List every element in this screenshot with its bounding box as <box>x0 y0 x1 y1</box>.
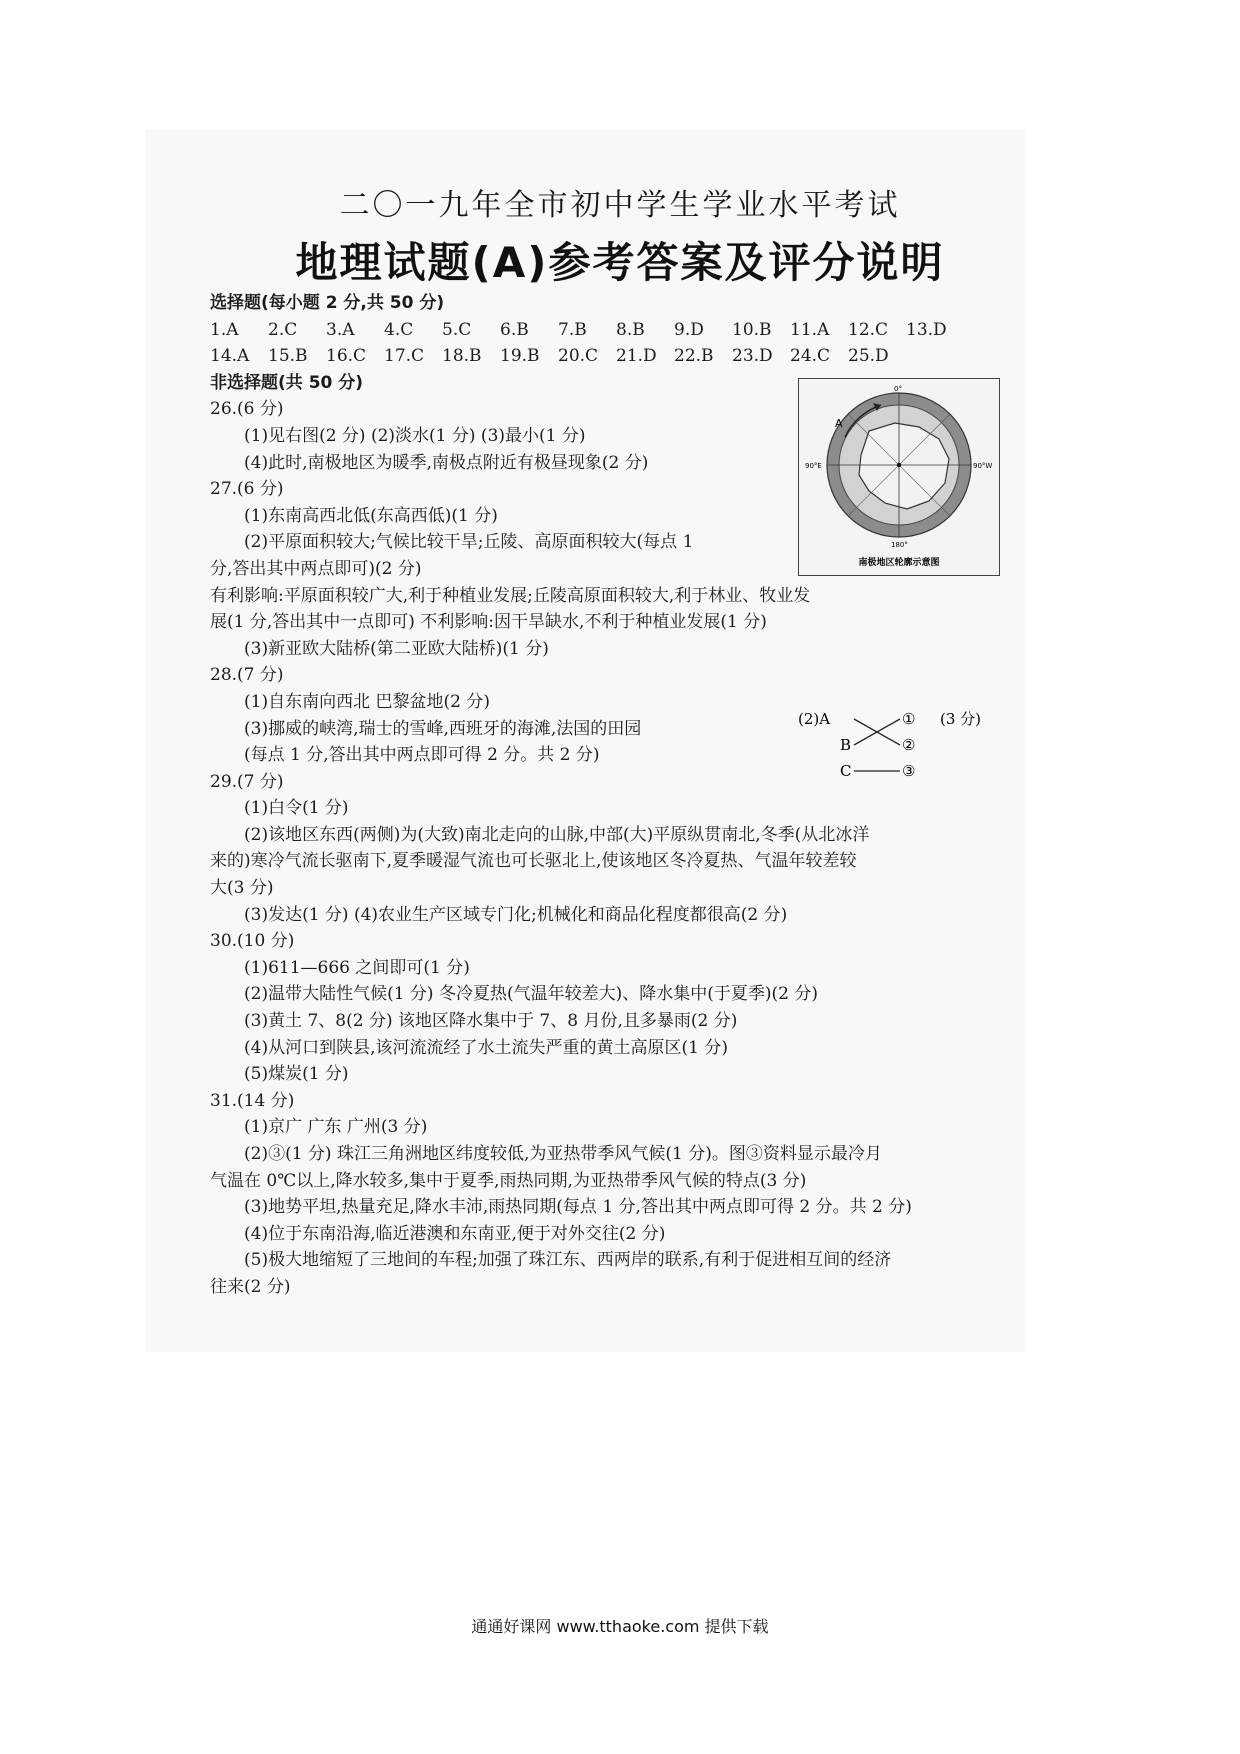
answer-line: 往来(2 分) <box>210 1276 291 1297</box>
answer-line: (4)从河口到陕县,该河流流经了水土流失严重的黄土高原区(1 分) <box>244 1037 728 1058</box>
antarctica-map-figure <box>798 378 1000 576</box>
mc-answer: 24.C <box>790 346 831 367</box>
figure-caption: 南极地区轮廓示意图 <box>858 558 940 568</box>
answer-line: 30.(10 分) <box>210 931 295 952</box>
answer-line: (1)白令(1 分) <box>244 798 349 819</box>
answer-line: (每点 1 分,答出其中两点即可得 2 分。共 2 分) <box>244 745 600 766</box>
lon-right-label: 90°W <box>973 462 993 470</box>
answer-line: (2)温带大陆性气候(1 分) 冬冷夏热(气温年较差大)、降水集中(于夏季)(2 分) <box>244 984 818 1005</box>
answer-line: 29.(7 分) <box>210 771 284 792</box>
antarctica-map <box>799 379 999 575</box>
lon-top-label: 0° <box>894 385 902 393</box>
matching-label: (2)A <box>798 710 831 728</box>
mc-answer: 3.A <box>326 319 355 340</box>
mc-row-2 <box>210 343 1025 370</box>
answer-line: 展(1 分,答出其中一点即可) 不利影响:因干旱缺水,不利于种植业发展(1 分) <box>210 612 767 633</box>
mc-answer: 10.B <box>732 319 772 340</box>
mc-answer: 12.C <box>848 319 889 340</box>
answer-line: 28.(7 分) <box>210 665 284 686</box>
mc-answer: 14.A <box>210 346 250 367</box>
mc-header: 选择题(每小题 2 分,共 50 分) <box>210 293 445 313</box>
answer-line: (3)新亚欧大陆桥(第二亚欧大陆桥)(1 分) <box>244 638 549 659</box>
mc-row-1 <box>210 317 1025 344</box>
mc-answer: 7.B <box>558 319 587 340</box>
mc-answer: 22.B <box>674 346 714 367</box>
matching-right-1: ① <box>902 710 916 728</box>
answer-line: (2)③(1 分) 珠江三角洲地区纬度较低,为亚热带季风气候(1 分)。图③资料显示最冷月 <box>244 1144 882 1164</box>
answer-line: 有利影响:平原面积较广大,利于种植业发展;丘陵高原面积较大,利于林业、牧业发 <box>210 585 811 606</box>
matching-right-2: ② <box>902 736 916 754</box>
mc-answer: 8.B <box>616 319 645 340</box>
mc-answer: 5.C <box>442 319 472 340</box>
mc-answer: 6.B <box>500 319 529 340</box>
mc-answer: 16.C <box>326 346 367 367</box>
lon-bottom-label: 180° <box>891 541 908 549</box>
mc-answer: 25.D <box>848 346 889 367</box>
mc-answer: 11.A <box>790 319 830 340</box>
answer-line: (4)此时,南极地区为暖季,南极点附近有极昼现象(2 分) <box>244 452 649 473</box>
arrow-label: A <box>835 417 843 430</box>
matching-diagram <box>798 700 998 790</box>
matching-score: (3 分) <box>940 710 982 728</box>
mc-answer: 19.B <box>500 346 540 367</box>
mc-answer: 9.D <box>674 319 704 340</box>
answer-line: (3)挪威的峡湾,瑞士的雪峰,西班牙的海滩,法国的田园 <box>244 718 642 739</box>
nonmc-header: 非选择题(共 50 分) <box>210 372 364 393</box>
document-title-line1: 二〇一九年全市初中学生学业水平考试 <box>339 188 901 223</box>
answer-line: (1)京广 广东 广州(3 分) <box>244 1117 428 1138</box>
mc-answer: 1.A <box>210 319 239 340</box>
answer-line: 27.(6 分) <box>210 479 284 500</box>
answer-line: 分,答出其中两点即可)(2 分) <box>210 558 422 579</box>
mc-answer: 20.C <box>558 346 599 367</box>
answer-line: (1)自东南向西北 巴黎盆地(2 分) <box>244 691 490 712</box>
answer-line: (4)位于东南沿海,临近港澳和东南亚,便于对外交往(2 分) <box>244 1223 666 1244</box>
mc-answer: 13.D <box>906 319 947 340</box>
answer-line: (1)见右图(2 分) (2)淡水(1 分) (3)最小(1 分) <box>244 425 586 446</box>
answer-line: (1)611—666 之间即可(1 分) <box>244 957 470 978</box>
south-pole-point <box>897 463 901 467</box>
answer-line: 气温在 0℃以上,降水较多,集中于夏季,雨热同期,为亚热带季风气候的特点(3 分) <box>210 1170 807 1191</box>
answer-line: 来的)寒冷气流长驱南下,夏季暖湿气流也可长驱北上,使该地区冬冷夏热、气温年较差较 <box>210 851 857 872</box>
matching-svg <box>798 700 998 790</box>
matching-left-c: C <box>840 762 852 780</box>
matching-right-3: ③ <box>902 762 916 780</box>
document-title-line2: 地理试题(A)参考答案及评分说明 <box>295 238 945 287</box>
answer-line: 31.(14 分) <box>210 1090 295 1111</box>
mc-answer: 2.C <box>268 319 298 340</box>
mc-answer: 15.B <box>268 346 308 367</box>
footer-credit: 通通好课网 www.tthaoke.com 提供下载 <box>471 1617 769 1636</box>
answer-line: (3)黄土 7、8(2 分) 该地区降水集中于 7、8 月份,且多暴雨(2 分) <box>244 1011 738 1032</box>
answer-line: (2)该地区东西(两侧)为(大致)南北走向的山脉,中部(大)平原纵贯南北,冬季(从北冰洋 <box>244 824 870 845</box>
mc-answer: 23.D <box>732 346 773 367</box>
answer-line: 大(3 分) <box>210 878 274 899</box>
answer-line: (5)煤炭(1 分) <box>244 1064 349 1085</box>
answer-line: (3)地势平坦,热量充足,降水丰沛,雨热同期(每点 1 分,答出其中两点即可得 2 分。共 2 分) <box>244 1197 912 1218</box>
mc-answer: 21.D <box>616 346 657 367</box>
matching-left-b: B <box>840 736 852 754</box>
mc-answer: 17.C <box>384 346 425 367</box>
lon-left-label: 90°E <box>805 462 822 470</box>
mc-answer: 18.B <box>442 346 482 367</box>
answer-line: (3)发达(1 分) (4)农业生产区域专门化;机械化和商品化程度都很高(2 分) <box>244 904 788 925</box>
answer-line: (2)平原面积较大;气候比较干旱;丘陵、高原面积较大(每点 1 <box>244 532 694 553</box>
answer-line: (5)极大地缩短了三地间的车程;加强了珠江东、西两岸的联系,有利于促进相互间的经济 <box>244 1250 892 1271</box>
answer-line: (1)东南高西北低(东高西低)(1 分) <box>244 505 498 526</box>
answer-line: 26.(6 分) <box>210 399 284 420</box>
mc-answer: 4.C <box>384 319 414 340</box>
